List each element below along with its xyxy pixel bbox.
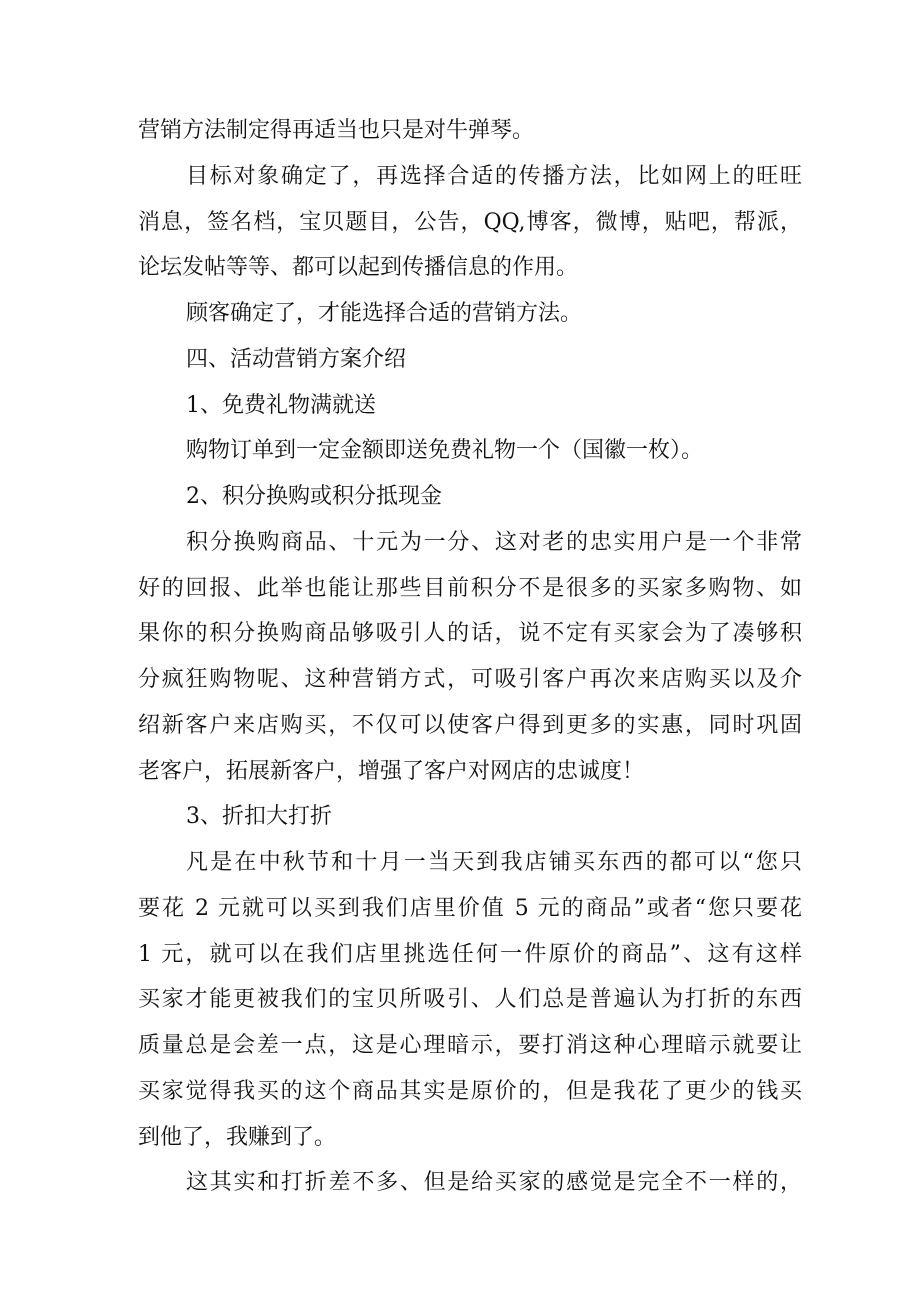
text-line: 顾客确定了，才能选择合适的营销方法。 xyxy=(186,301,583,326)
text-line: 分疯狂购物呢、这种营销方式，可吸引客户再次来店购买以及介 xyxy=(138,667,802,692)
text-line: 这其实和打折差不多、但是给买家的感觉是完全不一样的， xyxy=(186,1170,802,1195)
text-line: 买家才能更被我们的宝贝所吸引、人们总是普遍认为打折的东西 xyxy=(138,987,802,1012)
text-line: 果你的积分换购商品够吸引人的话，说不定有买家会为了凑够积 xyxy=(138,621,802,646)
text-line: 质量总是会差一点，这是心理暗示，要打消这种心理暗示就要让 xyxy=(138,1033,802,1058)
text-line: 1 元，就可以在我们店里挑选任何一件原价的商品”、这有这样 xyxy=(138,942,802,967)
text-line: 要花 2 元就可以买到我们店里价值 5 元的商品”或者“您只要花 xyxy=(138,896,802,921)
text-line: 营销方法制定得再适当也只是对牛弹琴。 xyxy=(138,118,535,143)
text-line: 购物订单到一定金额即送免费礼物一个（国徽一枚）。 xyxy=(186,438,704,463)
subsection-heading: 2、积分换购或积分抵现金 xyxy=(186,484,442,509)
text-line: 好的回报、此举也能让那些目前积分不是很多的买家多购物、如 xyxy=(138,576,802,601)
subsection-heading: 1、免费礼物满就送 xyxy=(186,393,376,418)
text-line: 凡是在中秋节和十月一当天到我店铺买东西的都可以“您只 xyxy=(186,850,802,875)
text-line: 到他了，我赚到了。 xyxy=(138,1125,337,1150)
text-line: 消息，签名档，宝贝题目，公告，QQ,博客，微博，贴吧，帮派， xyxy=(138,210,802,235)
text-line: 买家觉得我买的这个商品其实是原价的，但是我花了更少的钱买 xyxy=(138,1079,802,1104)
text-line: 积分换购商品、十元为一分、这对老的忠实用户是一个非常 xyxy=(186,530,802,555)
text-line: 论坛发帖等等、都可以起到传播信息的作用。 xyxy=(138,255,579,280)
text-line: 老客户，拓展新客户，增强了客户对网店的忠诚度！ xyxy=(138,759,645,784)
section-heading: 四、活动营销方案介绍 xyxy=(186,347,407,372)
subsection-heading: 3、折扣大打折 xyxy=(186,804,332,829)
text-line: 目标对象确定了，再选择合适的传播方法，比如网上的旺旺 xyxy=(186,164,802,189)
text-line: 绍新客户来店购买，不仅可以使客户得到更多的实惠，同时巩固 xyxy=(138,713,802,738)
